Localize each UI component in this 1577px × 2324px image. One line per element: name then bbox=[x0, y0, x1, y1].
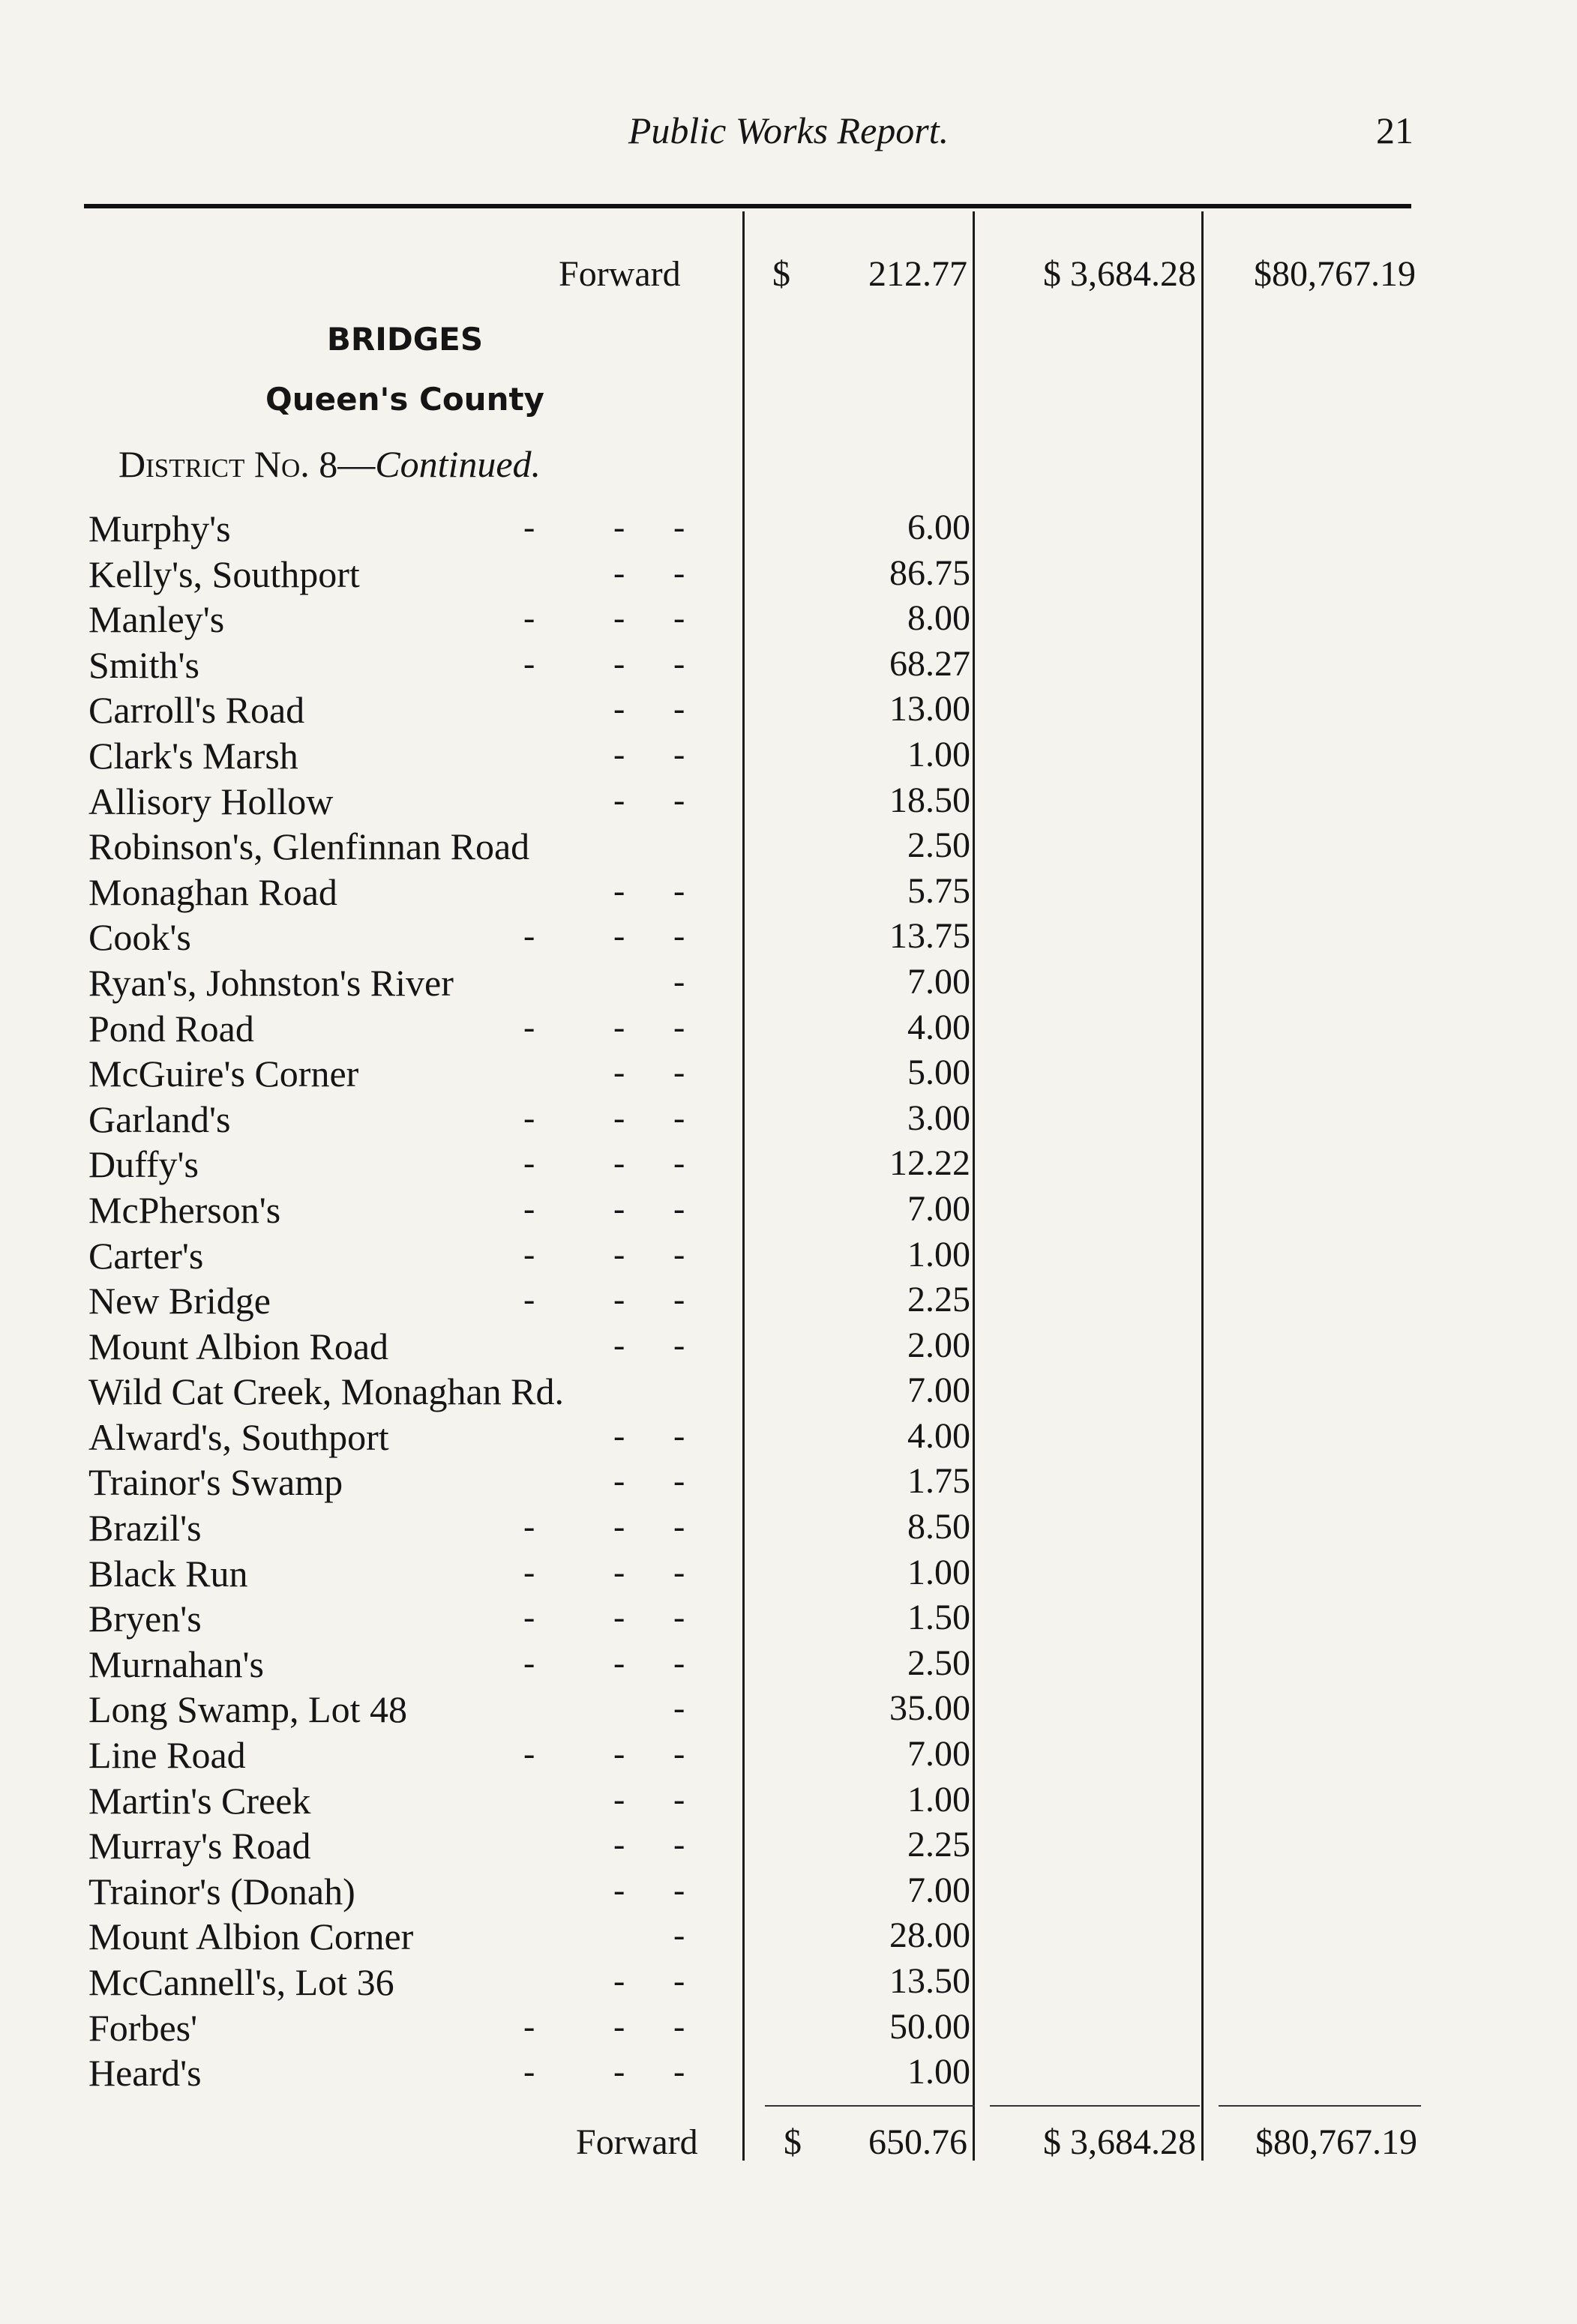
bridge-amount: 2.50 bbox=[907, 1643, 970, 1683]
bridge-entry-row bbox=[88, 1052, 973, 1098]
bridge-entry-row bbox=[88, 1779, 973, 1825]
leader-dash: - bbox=[613, 1098, 625, 1137]
bridge-name: Kelly's, Southport bbox=[88, 553, 360, 595]
leader-dash: - bbox=[673, 508, 685, 546]
leader-dash: - bbox=[613, 1007, 625, 1046]
district-heading bbox=[118, 442, 541, 486]
bridge-entry-row bbox=[88, 2051, 973, 2097]
bridge-entry-row bbox=[88, 1098, 973, 1143]
leader-dash: - bbox=[673, 1188, 685, 1227]
bridge-entry-row bbox=[88, 825, 973, 870]
bridge-name: McCannell's, Lot 36 bbox=[88, 1961, 394, 2003]
bridge-name: Murnahan's bbox=[88, 1643, 264, 1685]
bridge-name: Bryen's bbox=[88, 1598, 202, 1640]
column-divider-3 bbox=[1201, 211, 1204, 2161]
bridge-name: Cook's bbox=[88, 916, 191, 959]
leader-dash: - bbox=[673, 1915, 685, 1954]
bridge-amount: 8.50 bbox=[907, 1507, 970, 1547]
leader-dash: - bbox=[613, 1234, 625, 1273]
leader-dash: - bbox=[523, 1188, 535, 1227]
bridge-name: Carter's bbox=[88, 1234, 204, 1277]
leader-dash: - bbox=[523, 643, 535, 682]
leader-dash: - bbox=[523, 1507, 535, 1546]
bridge-amount: 2.25 bbox=[907, 1280, 970, 1320]
leader-dash: - bbox=[523, 508, 535, 546]
bridge-amount: 2.25 bbox=[907, 1825, 970, 1865]
bridge-amount: 50.00 bbox=[889, 2006, 970, 2047]
bridge-name: Garland's bbox=[88, 1098, 231, 1140]
bridge-amount: 28.00 bbox=[889, 1915, 970, 1956]
bridge-name: Carroll's Road bbox=[88, 689, 305, 732]
leader-dash: - bbox=[523, 1734, 535, 1773]
bridge-amount: 12.22 bbox=[889, 1143, 970, 1184]
forward-bottom-col1-symbol: $ bbox=[784, 2122, 802, 2162]
bridge-entry-row bbox=[88, 734, 973, 780]
bridge-name: Martin's Creek bbox=[88, 1779, 311, 1822]
leader-dash: - bbox=[613, 1280, 625, 1319]
bridge-entry-row bbox=[88, 507, 973, 553]
bridge-amount: 1.50 bbox=[907, 1598, 970, 1638]
leader-dash: - bbox=[673, 643, 685, 682]
bridge-entry-row bbox=[88, 1506, 973, 1552]
bridge-amount: 1.00 bbox=[907, 734, 970, 774]
bridge-amount: 6.00 bbox=[907, 508, 970, 547]
bridge-entry-row bbox=[88, 688, 973, 734]
leader-dash: - bbox=[523, 1098, 535, 1137]
bridge-name: Trainor's Swamp bbox=[88, 1461, 343, 1504]
page-number: 21 bbox=[1376, 109, 1414, 151]
leader-dash: - bbox=[613, 1961, 625, 1999]
leader-dash: - bbox=[523, 598, 535, 637]
bridge-amount: 1.75 bbox=[907, 1461, 970, 1502]
bridge-entry-row bbox=[88, 1552, 973, 1598]
bridge-amount: 3.00 bbox=[907, 1098, 970, 1138]
leader-dash: - bbox=[673, 1280, 685, 1319]
bridge-amount: 13.75 bbox=[889, 916, 970, 957]
leader-dash: - bbox=[613, 1415, 625, 1454]
bridge-amount: 7.00 bbox=[907, 1870, 970, 1910]
leader-dash: - bbox=[523, 1007, 535, 1046]
section-title: BRIDGES bbox=[326, 321, 484, 358]
bridge-amount: 18.50 bbox=[889, 780, 970, 820]
leader-dash: - bbox=[613, 1507, 625, 1546]
leader-dash: - bbox=[613, 870, 625, 909]
leader-dash: - bbox=[673, 734, 685, 773]
leader-dash: - bbox=[673, 1053, 685, 1092]
bridge-amount: 7.00 bbox=[907, 1370, 970, 1411]
bridge-name: Pond Road bbox=[88, 1007, 254, 1050]
bridge-entry-row bbox=[88, 1915, 973, 1960]
bridge-name: Manley's bbox=[88, 598, 225, 641]
leader-dash: - bbox=[613, 1779, 625, 1818]
bridge-name: McGuire's Corner bbox=[88, 1053, 359, 1095]
bridge-name: Brazil's bbox=[88, 1507, 202, 1550]
bridge-name: Monaghan Road bbox=[88, 870, 337, 913]
leader-dash: - bbox=[673, 780, 685, 819]
bridge-name: Clark's Marsh bbox=[88, 734, 298, 777]
bridge-entry-row bbox=[88, 553, 973, 598]
forward-bottom-col1-value: 650.76 bbox=[868, 2122, 967, 2162]
leader-dash: - bbox=[673, 598, 685, 637]
bridge-entry-row bbox=[88, 597, 973, 643]
leader-dash: - bbox=[613, 916, 625, 955]
forward-bottom-col2-value: $ 3,684.28 bbox=[1043, 2122, 1196, 2162]
bridge-entry-row bbox=[88, 870, 973, 916]
leader-dash: - bbox=[613, 780, 625, 819]
leader-dash: - bbox=[673, 1415, 685, 1454]
bridge-name: Black Run bbox=[88, 1552, 248, 1595]
bridge-name: Wild Cat Creek, Monaghan Rd. bbox=[88, 1370, 564, 1413]
forward-top-col2-value: $ 3,684.28 bbox=[1043, 254, 1196, 294]
total-rule-col2 bbox=[990, 2105, 1200, 2107]
bridge-name: New Bridge bbox=[88, 1280, 271, 1322]
leader-dash: - bbox=[673, 1870, 685, 1909]
bridge-name: Line Road bbox=[88, 1734, 246, 1777]
forward-bottom-col3-value: $80,767.19 bbox=[1255, 2122, 1417, 2162]
bridge-amount: 7.00 bbox=[907, 1734, 970, 1774]
bridge-name: Robinson's, Glenfinnan Road bbox=[88, 825, 530, 868]
bridge-entry-row bbox=[88, 1460, 973, 1506]
bridge-amount: 1.00 bbox=[907, 1552, 970, 1592]
leader-dash: - bbox=[673, 1961, 685, 1999]
leader-dash: - bbox=[613, 2052, 625, 2091]
leader-dash: - bbox=[673, 1552, 685, 1591]
bridge-entry-row bbox=[88, 961, 973, 1007]
leader-dash: - bbox=[523, 1552, 535, 1591]
bridge-entry-row bbox=[88, 1597, 973, 1643]
bridge-entry-row bbox=[88, 1234, 973, 1280]
bridge-name: Long Swamp, Lot 48 bbox=[88, 1688, 407, 1731]
bridge-entry-row bbox=[88, 915, 973, 961]
leader-dash: - bbox=[673, 1325, 685, 1364]
leader-dash: - bbox=[673, 1779, 685, 1818]
leader-dash: - bbox=[673, 1234, 685, 1273]
bridge-amount: 35.00 bbox=[889, 1688, 970, 1729]
bridge-amount: 86.75 bbox=[889, 553, 970, 593]
leader-dash: - bbox=[613, 1188, 625, 1227]
leader-dash: - bbox=[613, 643, 625, 682]
leader-dash: - bbox=[613, 1734, 625, 1773]
leader-dash: - bbox=[613, 1643, 625, 1682]
page-header-title: Public Works Report. bbox=[628, 109, 949, 151]
leader-dash: - bbox=[613, 598, 625, 637]
leader-dash: - bbox=[523, 2006, 535, 2045]
bridge-amount: 2.00 bbox=[907, 1325, 970, 1365]
bridge-name: Mount Albion Corner bbox=[88, 1915, 414, 1958]
leader-dash: - bbox=[613, 508, 625, 546]
leader-dash: - bbox=[673, 1461, 685, 1500]
leader-dash: - bbox=[613, 1143, 625, 1182]
total-rule-col1 bbox=[765, 2105, 975, 2107]
bridge-entry-row bbox=[88, 1143, 973, 1188]
leader-dash: - bbox=[673, 1143, 685, 1182]
leader-dash: - bbox=[523, 916, 535, 955]
bridge-entry-row bbox=[88, 1188, 973, 1234]
leader-dash: - bbox=[613, 2006, 625, 2045]
bridge-name: Heard's bbox=[88, 2052, 202, 2095]
bridge-entry-row bbox=[88, 1415, 973, 1461]
bridge-amount: 1.00 bbox=[907, 1779, 970, 1819]
bridge-entry-row bbox=[88, 2006, 973, 2052]
bridge-name: Duffy's bbox=[88, 1143, 199, 1186]
total-rule-col3 bbox=[1219, 2105, 1421, 2107]
leader-dash: - bbox=[523, 1234, 535, 1273]
leader-dash: - bbox=[673, 870, 685, 909]
leader-dash: - bbox=[673, 961, 685, 1000]
bridge-entry-row bbox=[88, 1733, 973, 1779]
leader-dash: - bbox=[673, 2052, 685, 2091]
leader-dash: - bbox=[673, 1598, 685, 1637]
bridge-name: McPherson's bbox=[88, 1188, 281, 1231]
forward-top-col1-value: 212.77 bbox=[868, 254, 967, 294]
bridge-amount: 1.00 bbox=[907, 1234, 970, 1274]
leader-dash: - bbox=[673, 1007, 685, 1046]
header-rule bbox=[84, 204, 1411, 208]
bridge-entry-row bbox=[88, 1370, 973, 1415]
forward-top-col1-symbol: $ bbox=[772, 254, 790, 294]
leader-dash: - bbox=[673, 1734, 685, 1773]
leader-dash: - bbox=[613, 1825, 625, 1864]
leader-dash: - bbox=[673, 916, 685, 955]
leader-dash: - bbox=[673, 1825, 685, 1864]
bridge-name: Murphy's bbox=[88, 508, 231, 550]
leader-dash: - bbox=[613, 1552, 625, 1591]
bridge-entry-row bbox=[88, 780, 973, 825]
leader-dash: - bbox=[613, 734, 625, 773]
bridge-entry-row bbox=[88, 1870, 973, 1915]
leader-dash: - bbox=[673, 1098, 685, 1137]
leader-dash: - bbox=[613, 1053, 625, 1092]
bridge-entry-list bbox=[88, 507, 973, 2097]
bridge-amount: 4.00 bbox=[907, 1007, 970, 1047]
bridge-name: Ryan's, Johnston's River bbox=[88, 961, 454, 1004]
leader-dash: - bbox=[613, 1461, 625, 1500]
bridge-amount: 2.50 bbox=[907, 825, 970, 866]
leader-dash: - bbox=[673, 1643, 685, 1682]
bridge-entry-row bbox=[88, 1688, 973, 1733]
bridge-amount: 5.75 bbox=[907, 870, 970, 911]
forward-top-label: Forward bbox=[559, 254, 681, 294]
bridge-name: Forbes' bbox=[88, 2006, 198, 2049]
leader-dash: - bbox=[613, 553, 625, 591]
bridge-amount: 4.00 bbox=[907, 1415, 970, 1456]
forward-top-col3-value: $80,767.19 bbox=[1254, 254, 1416, 294]
leader-dash: - bbox=[673, 1688, 685, 1727]
bridge-amount: 7.00 bbox=[907, 961, 970, 1002]
bridge-entry-row bbox=[88, 1960, 973, 2006]
bridge-entry-row bbox=[88, 1824, 973, 1870]
district-suffix: Continued. bbox=[375, 443, 541, 485]
leader-dash: - bbox=[673, 553, 685, 591]
bridge-name: Allisory Hollow bbox=[88, 780, 334, 822]
bridge-name: Mount Albion Road bbox=[88, 1325, 389, 1367]
bridge-amount: 7.00 bbox=[907, 1188, 970, 1229]
leader-dash: - bbox=[673, 1507, 685, 1546]
leader-dash: - bbox=[523, 1280, 535, 1319]
leader-dash: - bbox=[523, 1643, 535, 1682]
bridge-amount: 13.50 bbox=[889, 1961, 970, 2001]
bridge-name: Trainor's (Donah) bbox=[88, 1870, 355, 1912]
bridge-entry-row bbox=[88, 1325, 973, 1370]
bridge-amount: 13.00 bbox=[889, 689, 970, 729]
bridge-entry-row bbox=[88, 1007, 973, 1053]
bridge-amount: 1.00 bbox=[907, 2052, 970, 2092]
bridge-name: Smith's bbox=[88, 643, 199, 686]
bridge-amount: 8.00 bbox=[907, 598, 970, 639]
leader-dash: - bbox=[613, 1870, 625, 1909]
leader-dash: - bbox=[523, 1143, 535, 1182]
bridge-entry-row bbox=[88, 643, 973, 689]
bridge-entry-row bbox=[88, 1643, 973, 1688]
leader-dash: - bbox=[673, 2006, 685, 2045]
bridge-entry-row bbox=[88, 1279, 973, 1325]
bridge-amount: 5.00 bbox=[907, 1053, 970, 1093]
bridge-name: Alward's, Southport bbox=[88, 1415, 389, 1458]
leader-dash: - bbox=[523, 2052, 535, 2091]
leader-dash: - bbox=[613, 1598, 625, 1637]
leader-dash: - bbox=[523, 1598, 535, 1637]
leader-dash: - bbox=[613, 689, 625, 728]
section-subtitle: Queen's County bbox=[265, 381, 544, 418]
district-prefix: District No. 8— bbox=[118, 443, 376, 485]
leader-dash: - bbox=[673, 689, 685, 728]
forward-bottom-label: Forward bbox=[576, 2122, 698, 2162]
leader-dash: - bbox=[613, 1325, 625, 1364]
bridge-name: Murray's Road bbox=[88, 1825, 311, 1867]
bridge-amount: 68.27 bbox=[889, 643, 970, 684]
